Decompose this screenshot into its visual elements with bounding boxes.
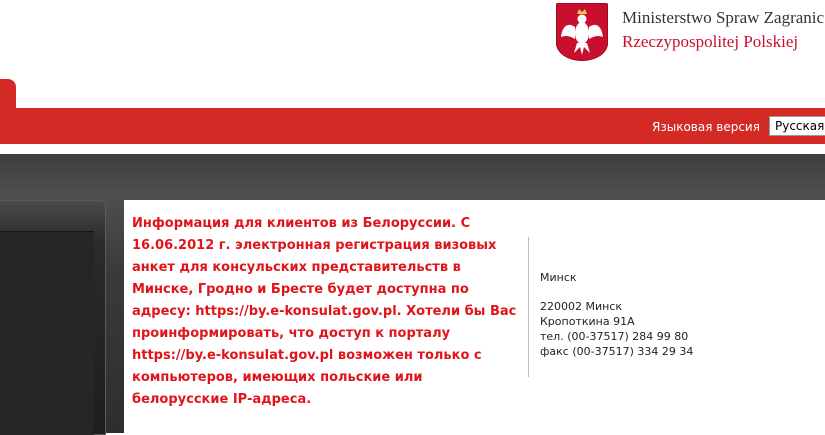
contact-postal: 220002 Минск	[540, 300, 623, 313]
contact-city: Минск	[540, 271, 577, 284]
contact-street: Кропоткина 91А	[540, 315, 635, 328]
polish-eagle-icon	[556, 3, 608, 61]
contact-phone: тел. (00-37517) 284 99 80	[540, 330, 689, 343]
left-side-panel	[0, 200, 106, 435]
language-version-label: Языковая версия	[652, 120, 760, 134]
column-divider	[528, 237, 529, 377]
ministry-name-line2: Rzeczypospolitej Polskiej	[622, 32, 799, 51]
left-panel-body	[0, 231, 94, 435]
header-spacer	[0, 144, 825, 154]
notice-text: Информация для клиентов из Белоруссии. С 16.06.2012 г. электронная регистрация визовых анкет для консульских представительств в Минске, Гродно и Бресте будет доступна по адресу: https://by.e-konsulat.gov.pl. Хотели бы Вас проинформировать, что доступ к порталу https://by.e-konsulat.gov.pl возможен только с компьютеров, имеющих польские или белорусские IP-адреса.	[132, 216, 517, 407]
contact-fax: факс (00-37517) 334 29 34	[540, 345, 694, 358]
contact-block	[540, 270, 693, 359]
page-header	[0, 0, 825, 108]
language-select[interactable]: Русская	[769, 116, 825, 136]
ministry-name-line1: Ministerstwo Spraw Zagranic	[622, 8, 825, 27]
contact-spacer	[540, 285, 693, 299]
